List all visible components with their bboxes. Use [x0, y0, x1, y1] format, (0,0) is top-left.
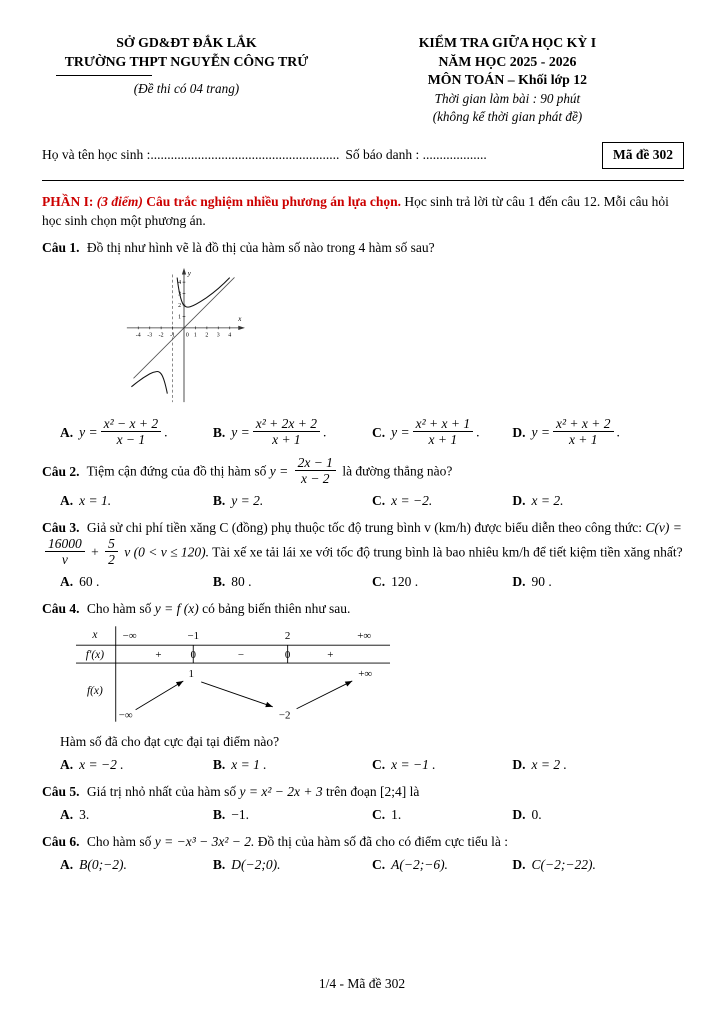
- question-3-text: Giả sử chi phí tiền xăng C (đồng) phụ thuộc tốc độ trung bình v (km/h) được biểu diễn theo công thức:: [86, 520, 643, 536]
- svg-text:0: 0: [185, 332, 189, 339]
- option-label: A.: [60, 424, 74, 440]
- question-4-figure: [74, 624, 684, 730]
- x-axis-label: x: [238, 315, 242, 324]
- option-label: C.: [371, 424, 386, 440]
- header-divider: [56, 75, 152, 76]
- question-6-label: Câu 6.: [42, 833, 80, 849]
- question-3: [42, 519, 684, 569]
- question-2: [42, 457, 684, 488]
- question-3-text-post: Tài xế xe tải lái xe với tốc độ trung bình là bao nhiêu km/h để tiết kiệm tiền xăng nhất?: [212, 544, 683, 560]
- header-rule: [42, 180, 684, 181]
- svg-text:−: −: [237, 649, 245, 662]
- student-info-line: [42, 142, 684, 170]
- svg-text:3: 3: [178, 291, 182, 298]
- q2-option-C: C. x = −2.: [371, 493, 433, 509]
- question-1-label: Câu 1.: [42, 240, 80, 256]
- svg-text:−∞: −∞: [118, 709, 133, 722]
- q5-option-A: A. 3.: [60, 806, 90, 822]
- svg-text:0: 0: [190, 649, 196, 662]
- q4-option-A: A. x = −2 .: [60, 756, 124, 772]
- student-name-label: Họ và tên học sinh :........................................................: [42, 147, 340, 162]
- school-name: TRƯỜNG THPT NGUYỄN CÔNG TRỨ: [64, 53, 309, 69]
- header-left: [42, 34, 331, 126]
- student-id-label: Số báo danh : ...................: [345, 147, 487, 162]
- part1-heading: [42, 193, 684, 231]
- question-4-options: [42, 756, 684, 775]
- q1-option-C: C. y = $\frac{\text{x² + x + 1}}{x + 1}$ .: [371, 415, 480, 448]
- header-right: [331, 34, 684, 126]
- svg-text:+∞: +∞: [357, 630, 372, 643]
- question-5-options: [42, 806, 684, 825]
- question-2-text-post: là đường thẳng nào?: [342, 463, 453, 479]
- svg-text:−2: −2: [278, 709, 291, 722]
- fraction: $\frac{5}{2}$: [105, 536, 118, 567]
- question-4: [42, 600, 684, 619]
- question-4-label: Câu 4.: [42, 601, 80, 617]
- svg-text:-3: -3: [147, 332, 153, 339]
- question-4-text-post: có bảng biến thiên như sau.: [202, 601, 351, 617]
- question-6-text-post: Đồ thị của hàm số đã cho có điểm cực tiểu là :: [257, 833, 509, 849]
- formula-lhs: y =: [531, 424, 550, 440]
- question-1-figure: [84, 263, 684, 414]
- q3-option-C: C. 120 .: [371, 574, 419, 590]
- svg-text:+: +: [155, 649, 162, 662]
- svg-text:3: 3: [216, 332, 220, 339]
- q6-option-D: D. C(−2;−22).: [512, 856, 596, 872]
- table-values: [119, 630, 373, 722]
- formula-lhs: y =: [269, 463, 289, 479]
- exam-header: [42, 34, 684, 126]
- q6-option-B: B. D(−2;0).: [212, 856, 281, 872]
- fraction: $\frac{16000}{v}$: [45, 536, 85, 567]
- question-5-text-post: là: [409, 783, 420, 799]
- question-2-label: Câu 2.: [42, 463, 80, 479]
- formula-lhs: C(v) =: [645, 520, 682, 536]
- y-axis-arrow: [182, 268, 186, 275]
- question-2-text: Tiệm cận đứng của đồ thị hàm số: [86, 463, 267, 479]
- question-6: [42, 833, 684, 852]
- question-1: [42, 239, 684, 258]
- q5-option-D: D. 0.: [512, 806, 542, 822]
- svg-text:1: 1: [178, 314, 182, 321]
- duration: Thời gian làm bài : 90 phút: [434, 90, 581, 106]
- pages-note: (Đề thi có 04 trang): [133, 81, 240, 97]
- formula-tail: v (0 < v ≤ 120).: [124, 544, 209, 560]
- y-axis-label: y: [187, 269, 191, 278]
- variation-table: [74, 624, 392, 724]
- formula-lhs: y =: [391, 424, 410, 440]
- q5-option-C: C. 1.: [371, 806, 402, 822]
- fraction: $\frac{\text{x² + x + 2}}{x + 1}$: [553, 416, 614, 447]
- q5-formula: y = x² − 2x + 3: [239, 783, 323, 799]
- q5-interval: [2;4]: [379, 783, 407, 799]
- question-6-text: Cho hàm số: [86, 833, 152, 849]
- question-4-subquestion: Hàm số đã cho đạt cực đại tại điểm nào?: [60, 734, 280, 750]
- svg-text:-1: -1: [170, 332, 176, 339]
- svg-text:1: 1: [193, 332, 197, 339]
- q1-option-B: B. y = $\frac{\text{x² + 2x + 2}}{x + 1}$ .: [212, 415, 327, 448]
- svg-text:f′(x): f′(x): [85, 649, 105, 662]
- q3-option-B: B. 80 .: [212, 574, 252, 590]
- part1-description: Học sinh trả lời từ câu 1 đến câu 12. Mỗi câu hỏi học sinh chọn một phương án.: [42, 194, 669, 229]
- q4-option-D: D. x = 2 .: [512, 756, 567, 772]
- exam-title: KIỂM TRA GIỮA HỌC KỲ I: [418, 35, 597, 50]
- fraction: $\frac{\text{x² + x + 1}}{x + 1}$: [413, 416, 474, 447]
- q2-option-D: D. x = 2.: [512, 493, 564, 509]
- q2-option-A: A. x = 1.: [60, 493, 112, 509]
- question-1-options: [42, 415, 684, 449]
- q2-option-B: B. y = 2.: [212, 493, 264, 509]
- svg-text:−1: −1: [187, 630, 200, 643]
- function-graph: [84, 263, 284, 408]
- plus-operator: +: [91, 544, 99, 560]
- formula-lhs: y =: [231, 424, 250, 440]
- option-label: D.: [512, 424, 526, 440]
- q6-option-C: C. A(−2;−6).: [371, 856, 448, 872]
- q4-option-B: B. x = 1 .: [212, 756, 267, 772]
- question-4-text: Cho hàm số: [86, 601, 152, 617]
- q5-option-B: B. −1.: [212, 806, 250, 822]
- q3-option-A: A. 60 .: [60, 574, 100, 590]
- formula-lhs: y =: [79, 424, 98, 440]
- question-2-options: [42, 492, 684, 511]
- q6-option-A: A. B(0;−2).: [60, 856, 127, 872]
- question-3-label: Câu 3.: [42, 520, 80, 536]
- svg-text:-4: -4: [135, 332, 141, 339]
- svg-text:2: 2: [284, 630, 291, 643]
- part1-title: Câu trắc nghiệm nhiều phương án lựa chọn.: [146, 194, 401, 210]
- svg-text:-2: -2: [158, 332, 164, 339]
- department-name: SỞ GD&ĐT ĐẮK LẮK: [116, 35, 257, 50]
- question-1-text: Đồ thị như hình vẽ là đồ thị của hàm số nào trong 4 hàm số sau?: [86, 240, 435, 256]
- exam-code-box: Mã đề 302: [602, 142, 684, 170]
- q4-formula: y = f (x): [154, 601, 199, 617]
- question-5: [42, 783, 684, 802]
- q3-option-D: D. 90 .: [512, 574, 552, 590]
- svg-text:4: 4: [178, 280, 182, 287]
- x-axis-arrow: [238, 326, 245, 330]
- page-footer: 1/4 - Mã đề 302: [318, 976, 406, 992]
- question-5-label: Câu 5.: [42, 783, 80, 799]
- q4-option-C: C. x = −1 .: [371, 756, 436, 772]
- svg-text:−∞: −∞: [122, 630, 137, 643]
- q1-option-A: A. y = $\frac{\text{x² − x + 2}}{x - 1}$ .: [60, 415, 168, 448]
- fraction: $\frac{2x - 1}{x - 2}$: [295, 455, 336, 486]
- svg-text:4: 4: [228, 332, 232, 339]
- fraction: $\frac{\text{x² + 2x + 2}}{x + 1}$: [253, 416, 320, 447]
- question-6-options: [42, 856, 684, 875]
- subject-title: MÔN TOÁN – Khối lớp 12: [427, 72, 588, 88]
- question-5-text: Giá trị nhỏ nhất của hàm số: [86, 783, 237, 799]
- x-tick-labels: [136, 333, 231, 339]
- fraction: $\frac{\text{x² − x + 2}}{x - 1}$: [101, 416, 162, 447]
- part1-points: (3 điểm): [96, 194, 143, 210]
- svg-text:f(x): f(x): [86, 685, 103, 698]
- school-year: NĂM HỌC 2025 - 2026: [438, 53, 577, 69]
- question-3-options: [42, 573, 684, 592]
- duration-note: (không kể thời gian phát đề): [432, 108, 583, 124]
- variation-arrows: [136, 681, 353, 710]
- q1-option-D: D. y = $\frac{\text{x² + x + 2}}{x + 1}$ .: [512, 415, 620, 448]
- svg-text:2: 2: [178, 302, 182, 309]
- svg-text:0: 0: [284, 649, 291, 662]
- svg-text:+∞: +∞: [358, 668, 373, 681]
- q6-formula: y = −x³ − 3x² − 2.: [154, 833, 255, 849]
- svg-text:2: 2: [205, 332, 209, 339]
- svg-text:+: +: [327, 649, 334, 662]
- svg-text:1: 1: [188, 668, 194, 681]
- question-5-text-mid: trên đoạn: [325, 783, 377, 799]
- svg-text:x: x: [92, 629, 98, 642]
- option-label: B.: [212, 424, 226, 440]
- part1-label: PHẦN I:: [42, 194, 94, 210]
